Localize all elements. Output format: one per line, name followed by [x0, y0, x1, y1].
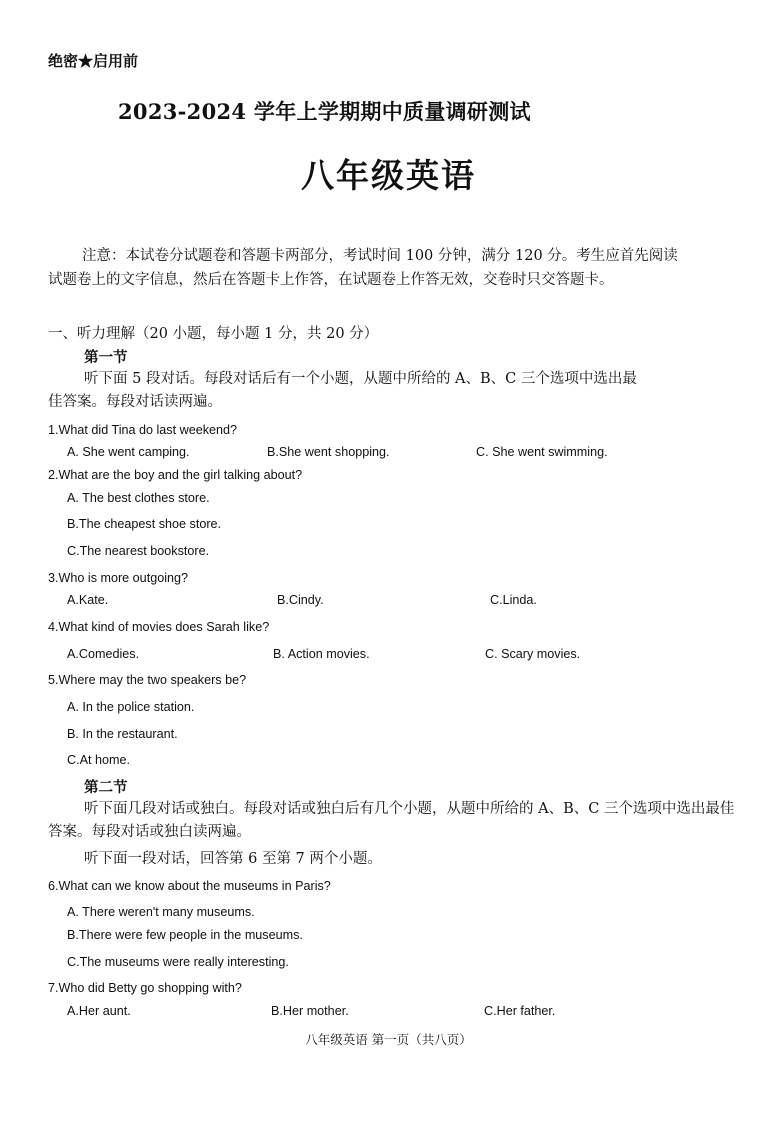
- page-footer: 八年级英语 第一页（共八页）: [305, 1032, 472, 1047]
- section1-instruction-line-1: 听下面 5 段对话。每段对话后有一个小题，从题中所给的 A、B、C 三个选项中选出最: [84, 371, 637, 387]
- question-1: 1.What did Tina do last weekend?: [48, 423, 238, 437]
- q7-option-c: C.Her father.: [484, 1004, 556, 1018]
- q2-option-b: B.The cheapest shoe store.: [67, 517, 222, 531]
- question-6: 6.What can we know about the museums in Paris?: [48, 879, 331, 893]
- q7-option-b: B.Her mother.: [271, 1004, 349, 1018]
- section2-instruction-line-1: 听下面几段对话或独白。每段对话或独白后有几个小题，从题中所给的 A、B、C 三个选项中选出最佳: [84, 801, 735, 817]
- part1-title: 一、听力理解（20 小题，每小题 1 分，共 20 分）: [48, 326, 379, 342]
- q6-option-b: B.There were few people in the museums.: [67, 928, 303, 942]
- question-7: 7.Who did Betty go shopping with?: [48, 981, 242, 995]
- notice-line-1: 注意：本试卷分试题卷和答题卡两部分，考试时间 100 分钟，满分 120 分。考生应首先阅读: [82, 248, 678, 264]
- section2-title: 第二节: [84, 779, 128, 796]
- notice-line-2: 试题卷上的文字信息，然后在答题卡上作答，在试题卷上作答无效，交卷时只交答题卡。: [48, 272, 614, 288]
- q2-option-a: A. The best clothes store.: [67, 491, 210, 505]
- q2-option-c: C.The nearest bookstore.: [67, 544, 210, 558]
- section2-instruction-line-2: 答案。每段对话或独白读两遍。: [48, 824, 251, 840]
- exam-title: 2023-2024 学年上学期期中质量调研测试: [118, 99, 531, 124]
- question-2: 2.What are the boy and the girl talking about?: [48, 468, 303, 482]
- section1-instruction-line-2: 佳答案。每段对话读两遍。: [48, 394, 222, 410]
- q1-option-b: B.She went shopping.: [267, 445, 390, 459]
- q1-option-a: A. She went camping.: [67, 445, 190, 459]
- q4-option-a: A.Comedies.: [67, 647, 140, 661]
- section1-title: 第一节: [84, 349, 128, 366]
- question-5: 5.Where may the two speakers be?: [48, 673, 247, 687]
- question-4: 4.What kind of movies does Sarah like?: [48, 620, 270, 634]
- question-3: 3.Who is more outgoing?: [48, 571, 189, 585]
- q4-option-b: B. Action movies.: [273, 647, 370, 661]
- q5-option-c: C.At home.: [67, 753, 130, 767]
- q1-option-c: C. She went swimming.: [476, 445, 608, 459]
- q3-option-b: B.Cindy.: [277, 593, 324, 607]
- subject-title: 八年级英语: [301, 156, 476, 195]
- q7-option-a: A.Her aunt.: [67, 1004, 131, 1018]
- confidential-label: 绝密★启用前: [48, 52, 139, 70]
- section2-sub-instruction: 听下面一段对话，回答第 6 至第 7 两个小题。: [84, 851, 382, 867]
- q6-option-c: C.The museums were really interesting.: [67, 955, 289, 969]
- q3-option-a: A.Kate.: [67, 593, 109, 607]
- q3-option-c: C.Linda.: [490, 593, 537, 607]
- q5-option-a: A. In the police station.: [67, 700, 195, 714]
- q4-option-c: C. Scary movies.: [485, 647, 581, 661]
- q5-option-b: B. In the restaurant.: [67, 727, 178, 741]
- q6-option-a: A. There weren't many museums.: [67, 905, 255, 919]
